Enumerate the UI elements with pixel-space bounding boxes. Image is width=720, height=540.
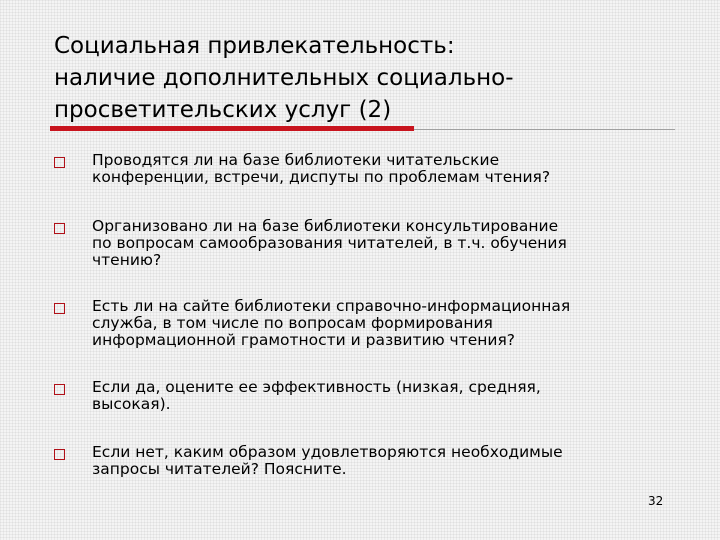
hollow-square-bullet-icon xyxy=(54,384,65,395)
bullet-item-line: запросы читателей? Поясните. xyxy=(92,460,347,478)
slide-title-line: Социальная привлекательность: xyxy=(54,33,455,59)
hollow-square-bullet-icon xyxy=(54,223,65,234)
bullet-item-text xyxy=(92,152,682,186)
page-number: 32 xyxy=(648,494,664,508)
hollow-square-bullet-icon xyxy=(54,303,65,314)
title-divider-line xyxy=(414,129,675,130)
bullet-item-line: Если нет, каким образом удовлетворяются необходимые xyxy=(92,443,563,461)
hollow-square-bullet-icon xyxy=(54,157,65,168)
bullet-item-line: Проводятся ли на базе библиотеки читательские xyxy=(92,151,500,169)
bullet-item-text xyxy=(92,298,682,349)
bullet-item-line: чтению? xyxy=(92,251,162,269)
bullet-item-line: Есть ли на сайте библиотеки справочно-информационная xyxy=(92,297,571,315)
bullet-item-line: высокая). xyxy=(92,395,171,413)
bullet-item-line: Если да, оцените ее эффективность (низкая, средняя, xyxy=(92,378,541,396)
bullet-item-line: служба, в том числе по вопросам формирования xyxy=(92,314,493,332)
bullet-item-line: Организовано ли на базе библиотеки консультирование xyxy=(92,217,559,235)
slide-title-line: просветительских услуг (2) xyxy=(54,97,392,123)
title-divider-accent xyxy=(50,126,414,131)
slide-title-line: наличие дополнительных социально- xyxy=(54,65,514,91)
bullet-item-line: информационной грамотности и развитию чтения? xyxy=(92,331,516,349)
slide-title xyxy=(54,30,674,126)
bullet-item-text xyxy=(92,379,682,413)
title-divider xyxy=(50,126,675,131)
hollow-square-bullet-icon xyxy=(54,449,65,460)
bullet-item-line: по вопросам самообразования читателей, в т.ч. обучения xyxy=(92,234,567,252)
bullet-item-text xyxy=(92,444,682,478)
bullet-item-line: конференции, встречи, диспуты по проблемам чтения? xyxy=(92,168,551,186)
bullet-item-text xyxy=(92,218,682,269)
